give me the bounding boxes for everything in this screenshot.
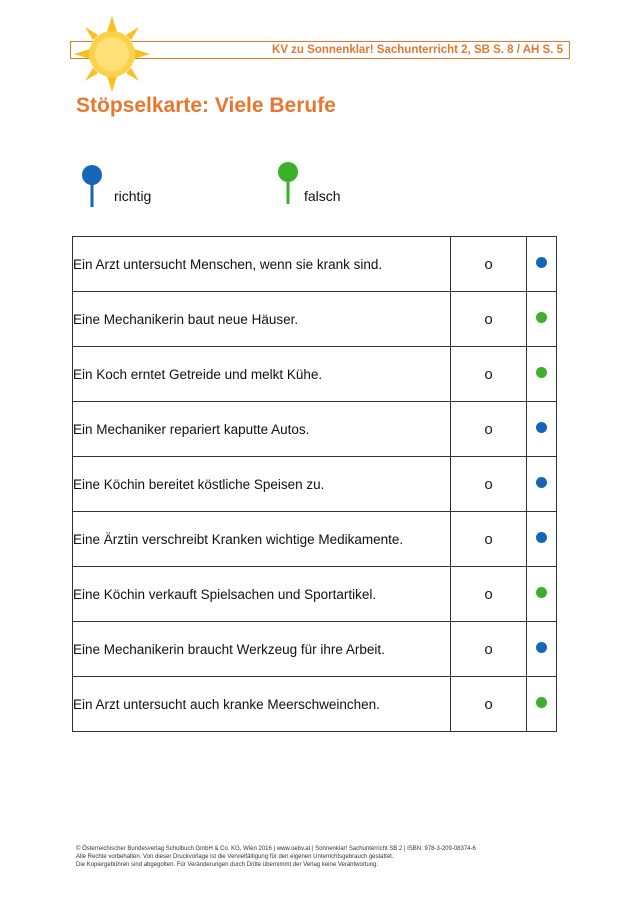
blue-dot-icon <box>536 477 547 488</box>
green-dot-icon <box>536 587 547 598</box>
table-row <box>73 567 557 622</box>
answer-dot-cell <box>527 237 557 292</box>
blue-dot-icon <box>536 257 547 268</box>
footer <box>76 845 576 869</box>
plug-card-table <box>72 236 557 732</box>
answer-dot-cell <box>527 567 557 622</box>
green-pin-icon <box>276 160 300 206</box>
answer-dot-cell <box>527 457 557 512</box>
green-dot-icon <box>536 312 547 323</box>
green-dot-icon <box>536 367 547 378</box>
footer-copyright: © Österreichischer Bundesverlag Schulbuch GmbH & Co. KG, Wien 2016 | www.oebv.at | Sonnenklar! Sachunterricht SB 2 | ISBN: 978-3-209-08374-6 <box>76 846 476 852</box>
statement-text: Ein Arzt untersucht auch kranke Meerschweinchen. <box>73 677 451 732</box>
footer-rights: Alle Rechte vorbehalten. Von dieser Druckvorlage ist die Vervielfältigung für den eigenen Unterrichtsgebrauch gestattet. <box>76 854 394 860</box>
statement-text: Eine Köchin verkauft Spielsachen und Sportartikel. <box>73 567 451 622</box>
legend-wrong-label: falsch <box>304 188 341 204</box>
statement-text: Ein Arzt untersucht Menschen, wenn sie krank sind. <box>73 237 451 292</box>
answer-dot-cell <box>527 622 557 677</box>
plug-hole[interactable]: o <box>451 347 527 402</box>
table-row <box>73 347 557 402</box>
table-row <box>73 512 557 567</box>
plug-hole[interactable]: o <box>451 237 527 292</box>
table-row <box>73 292 557 347</box>
header-label: KV zu Sonnenklar! Sachunterricht 2, SB S. 8 / AH S. 5 <box>272 44 563 56</box>
answer-dot-cell <box>527 347 557 402</box>
statement-text: Eine Ärztin verschreibt Kranken wichtige Medikamente. <box>73 512 451 567</box>
statement-text: Ein Mechaniker repariert kaputte Autos. <box>73 402 451 457</box>
answer-dot-cell <box>527 292 557 347</box>
table-row <box>73 402 557 457</box>
table-row <box>73 677 557 732</box>
page-title: Stöpselkarte: Viele Berufe <box>76 94 336 117</box>
blue-dot-icon <box>536 422 547 433</box>
plug-hole[interactable]: o <box>451 677 527 732</box>
answer-dot-cell <box>527 677 557 732</box>
plug-hole[interactable]: o <box>451 512 527 567</box>
blue-dot-icon <box>536 642 547 653</box>
plug-hole[interactable]: o <box>451 567 527 622</box>
statement-text: Eine Köchin bereitet köstliche Speisen zu. <box>73 457 451 512</box>
blue-dot-icon <box>536 532 547 543</box>
statement-text: Eine Mechanikerin braucht Werkzeug für ihre Arbeit. <box>73 622 451 677</box>
legend-correct-label: richtig <box>114 188 152 204</box>
blue-pin-icon <box>80 163 104 209</box>
plug-hole[interactable]: o <box>451 457 527 512</box>
answer-dot-cell <box>527 402 557 457</box>
plug-hole[interactable]: o <box>451 402 527 457</box>
green-dot-icon <box>536 697 547 708</box>
plug-hole[interactable]: o <box>451 622 527 677</box>
statement-text: Eine Mechanikerin baut neue Häuser. <box>73 292 451 347</box>
plug-hole[interactable]: o <box>451 292 527 347</box>
table-row <box>73 457 557 512</box>
answer-dot-cell <box>527 512 557 567</box>
footer-disclaimer: Die Kopiergebühren sind abgegolten. Für Veränderungen durch Dritte übernimmt der Verlag keine Verantwortung. <box>76 862 379 868</box>
table-row <box>73 622 557 677</box>
statement-text: Ein Koch erntet Getreide und melkt Kühe. <box>73 347 451 402</box>
table-row <box>73 237 557 292</box>
sun-icon <box>72 14 152 94</box>
